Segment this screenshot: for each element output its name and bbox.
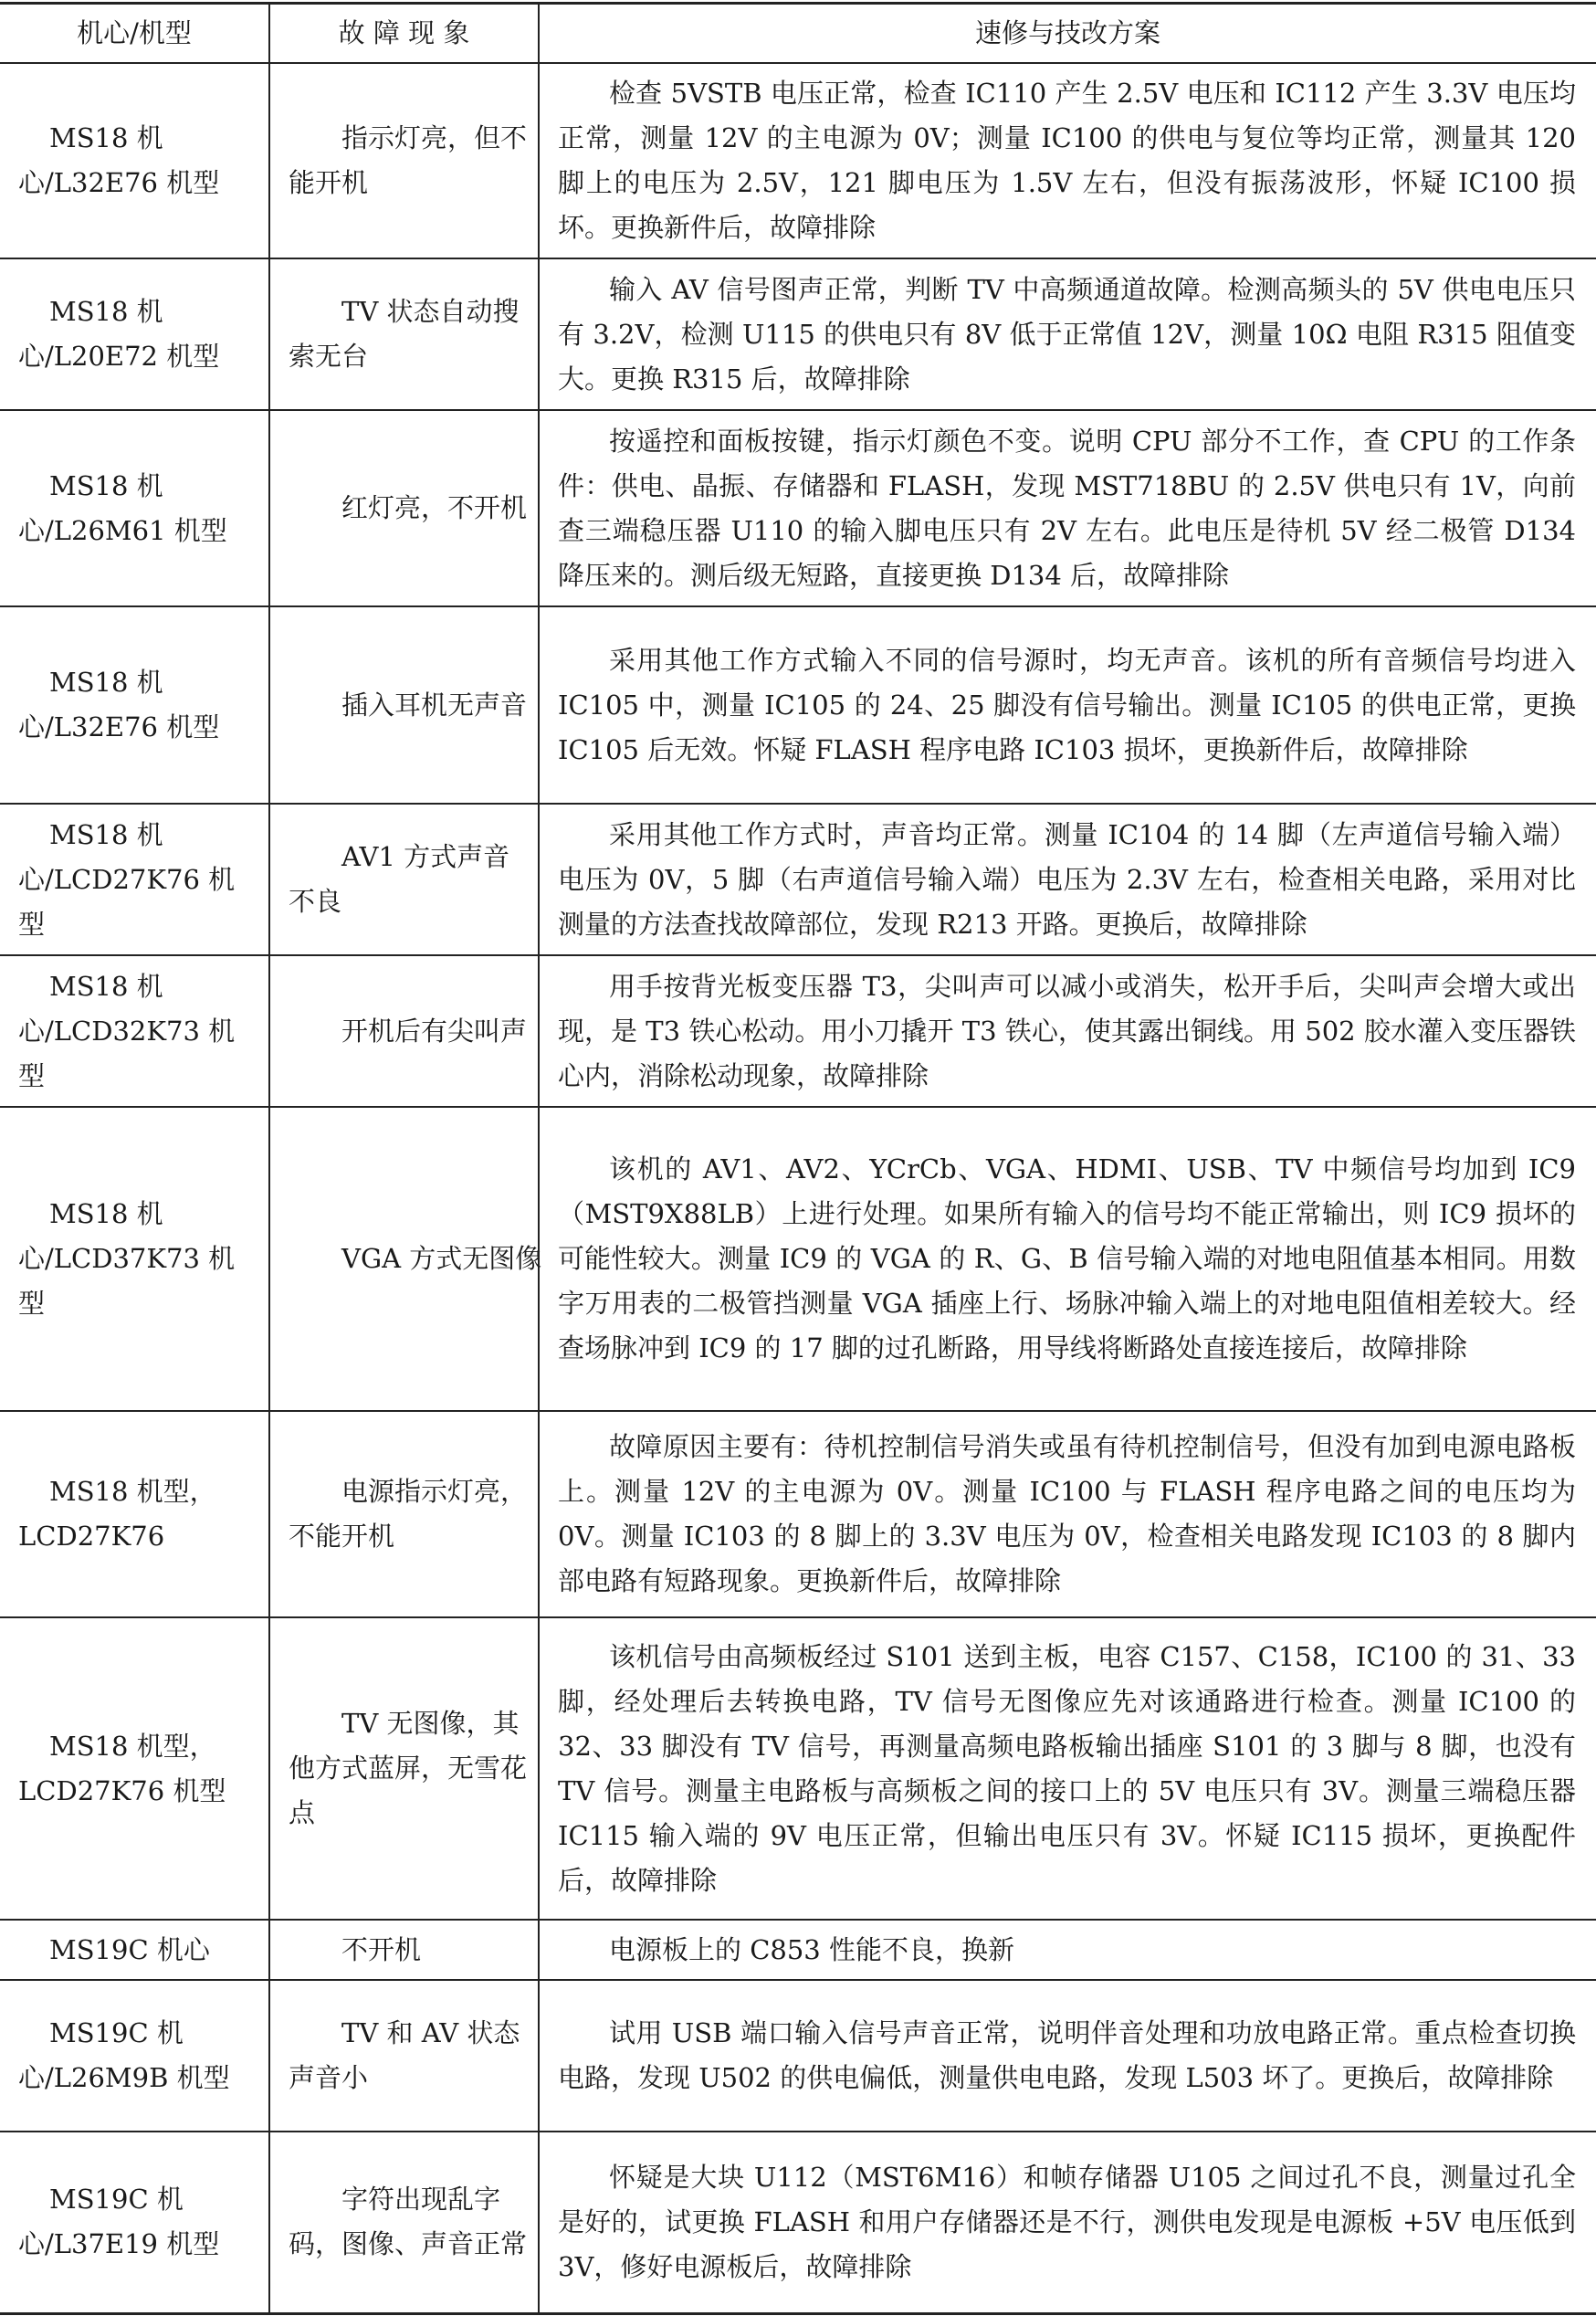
table-row	[0, 258, 1596, 410]
table-row	[0, 1980, 1596, 2132]
solution-cell: 该机信号由高频板经过 S101 送到主板，电容 C157、C158，IC100 的 31、33 脚，经处理后去转换电路，TV 信号无图像应先对该通路进行检查。测量 IC100 的 32、33 脚没有 TV 信号，再测量高频电路板输出插座 S101 的 3 脚与 8 脚，也没有 TV 信号。测量主电路板与高频板之间的接口上的 5V 电压只有 3V。测量三端稳压器 IC115 输入端的 9V 电压正常，但输出电压只有 3V。怀疑 IC115 损坏，更换配件后，故障排除	[539, 1617, 1596, 1920]
model-cell: MS18 机心/LCD32K73 机型	[0, 955, 269, 1107]
symptom-cell: 指示灯亮，但不能开机	[269, 63, 539, 258]
header-symptom: 故 障 现 象	[269, 4, 539, 64]
model-cell: MS18 机心/L26M61 机型	[0, 410, 269, 606]
header-solution: 速修与技改方案	[539, 4, 1596, 64]
table-row	[0, 2132, 1596, 2313]
model-cell: MS18 机型，LCD27K76 机型	[0, 1617, 269, 1920]
model-cell: MS19C 机心	[0, 1920, 269, 1980]
table-row	[0, 63, 1596, 258]
table-row	[0, 606, 1596, 804]
symptom-cell: 开机后有尖叫声	[269, 955, 539, 1107]
symptom-cell: 不开机	[269, 1920, 539, 1980]
table-row	[0, 1411, 1596, 1617]
symptom-cell: TV 状态自动搜索无台	[269, 258, 539, 410]
symptom-cell: 电源指示灯亮，不能开机	[269, 1411, 539, 1617]
table-row	[0, 804, 1596, 955]
solution-cell: 故障原因主要有：待机控制信号消失或虽有待机控制信号，但没有加到电源电路板上。测量 12V 的主电源为 0V。测量 IC100 与 FLASH 程序电路之间的电压均为 0V。测量 IC103 的 8 脚上的 3.3V 电压为 0V，检查相关电路发现 IC103 的 8 脚内部电路有短路现象。更换新件后，故障排除	[539, 1411, 1596, 1617]
symptom-cell: TV 无图像，其他方式蓝屏，无雪花点	[269, 1617, 539, 1920]
table-row	[0, 410, 1596, 606]
symptom-cell: AV1 方式声音不良	[269, 804, 539, 955]
solution-cell: 电源板上的 C853 性能不良，换新	[539, 1920, 1596, 1980]
symptom-cell: 红灯亮，不开机	[269, 410, 539, 606]
symptom-cell: TV 和 AV 状态声音小	[269, 1980, 539, 2132]
model-cell: MS18 机心/LCD27K76 机型	[0, 804, 269, 955]
model-cell: MS19C 机心/L37E19 机型	[0, 2132, 269, 2313]
solution-cell: 用手按背光板变压器 T3，尖叫声可以减小或消失，松开手后，尖叫声会增大或出现，是 T3 铁心松动。用小刀撬开 T3 铁心，使其露出铜线。用 502 胶水灌入变压器铁心内，消除松动现象，故障排除	[539, 955, 1596, 1107]
symptom-cell: 字符出现乱字码，图像、声音正常	[269, 2132, 539, 2313]
solution-cell: 采用其他工作方式时，声音均正常。测量 IC104 的 14 脚（左声道信号输入端）电压为 0V，5 脚（右声道信号输入端）电压为 2.3V 左右，检查相关电路，采用对比测量的方法查找故障部位，发现 R213 开路。更换后，故障排除	[539, 804, 1596, 955]
model-cell: MS18 机心/L32E76 机型	[0, 63, 269, 258]
solution-cell: 采用其他工作方式输入不同的信号源时，均无声音。该机的所有音频信号均进入 IC105 中，测量 IC105 的 24、25 脚没有信号输出。测量 IC105 的供电正常，更换 IC105 后无效。怀疑 FLASH 程序电路 IC103 损坏，更换新件后，故障排除	[539, 606, 1596, 804]
model-cell: MS19C 机心/L26M9B 机型	[0, 1980, 269, 2132]
symptom-cell: VGA 方式无图像	[269, 1107, 539, 1411]
table-row	[0, 955, 1596, 1107]
symptom-cell: 插入耳机无声音	[269, 606, 539, 804]
solution-cell: 怀疑是大块 U112（MST6M16）和帧存储器 U105 之间过孔不良，测量过孔全是好的，试更换 FLASH 和用户存储器还是不行，测供电发现是电源板 +5V 电压低到 3V，修好电源板后，故障排除	[539, 2132, 1596, 2313]
solution-cell: 试用 USB 端口输入信号声音正常，说明伴音处理和功放电路正常。重点检查切换电路，发现 U502 的供电偏低，测量供电电路，发现 L503 坏了。更换后，故障排除	[539, 1980, 1596, 2132]
solution-cell: 该机的 AV1、AV2、YCrCb、VGA、HDMI、USB、TV 中频信号均加到 IC9（MST9X88LB）上进行处理。如果所有输入的信号均不能正常输出，则 IC9 损坏的可能性较大。测量 IC9 的 VGA 的 R、G、B 信号输入端的对地电阻值基本相同。用数字万用表的二极管挡测量 VGA 插座上行、场脉冲输入端上的对地电阻值相差较大。经查场脉冲到 IC9 的 17 脚的过孔断路，用导线将断路处直接连接后，故障排除	[539, 1107, 1596, 1411]
header-model: 机心/机型	[0, 4, 269, 64]
solution-cell: 检查 5VSTB 电压正常，检查 IC110 产生 2.5V 电压和 IC112 产生 3.3V 电压均正常，测量 12V 的主电源为 0V；测量 IC100 的供电与复位等均正常，测量其 120 脚上的电压为 2.5V，121 脚电压为 1.5V 左右，但没有振荡波形，怀疑 IC100 损坏。更换新件后，故障排除	[539, 63, 1596, 258]
solution-cell: 输入 AV 信号图声正常，判断 TV 中高频通道故障。检测高频头的 5V 供电电压只有 3.2V，检测 U115 的供电只有 8V 低于正常值 12V，测量 10Ω 电阻 R315 阻值变大。更换 R315 后，故障排除	[539, 258, 1596, 410]
model-cell: MS18 机心/L20E72 机型	[0, 258, 269, 410]
model-cell: MS18 机心/LCD37K73 机型	[0, 1107, 269, 1411]
table-row	[0, 1920, 1596, 1980]
repair-table	[0, 2, 1596, 2315]
table-row	[0, 1617, 1596, 1920]
table-row	[0, 1107, 1596, 1411]
header-row	[0, 4, 1596, 64]
model-cell: MS18 机型，LCD27K76	[0, 1411, 269, 1617]
solution-cell: 按遥控和面板按键，指示灯颜色不变。说明 CPU 部分不工作，查 CPU 的工作条件：供电、晶振、存储器和 FLASH，发现 MST718BU 的 2.5V 供电只有 1V，向前查三端稳压器 U110 的输入脚电压只有 2V 左右。此电压是待机 5V 经二极管 D134 降压来的。测后级无短路，直接更换 D134 后，故障排除	[539, 410, 1596, 606]
model-cell: MS18 机心/L32E76 机型	[0, 606, 269, 804]
